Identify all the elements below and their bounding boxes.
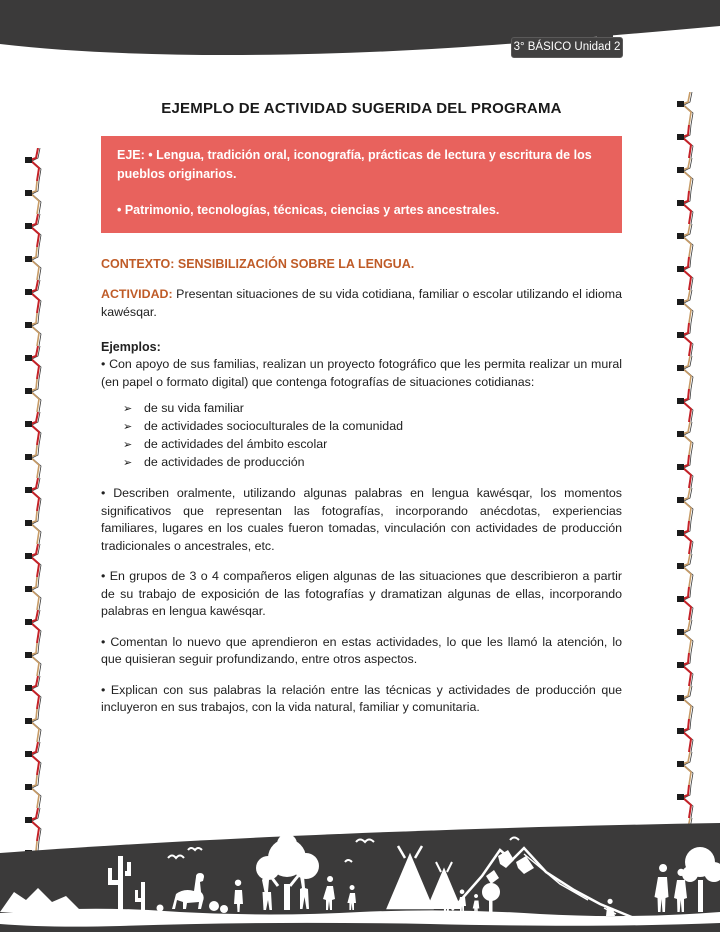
- sub-bullet-item: [123, 418, 622, 436]
- eje-line-1: EJE: • Lengua, tradición oral, iconografía, prácticas de lectura y escritura de los pueblos originarios.: [117, 148, 592, 181]
- unit-badge: 3° BÁSICO Unidad 2: [511, 37, 623, 58]
- right-ethnic-border: [676, 92, 700, 832]
- sub-bullet-item: [123, 400, 622, 418]
- footer-landscape-silhouette: [0, 820, 720, 932]
- bullet-intro: • Con apoyo de sus familias, realizan un proyecto fotográfico que les permita realizar un mural (en papel o formato digital) que contenga fotografías de situaciones cotidianas:: [101, 357, 622, 389]
- arrow-bullet-icon: ➢: [123, 457, 133, 469]
- left-ethnic-border: [24, 148, 48, 852]
- arrow-bullet-icon: ➢: [123, 421, 133, 433]
- bush-silhouette: [220, 905, 228, 913]
- sub-bullet-list: [123, 400, 622, 472]
- arrow-bullet-icon: ➢: [123, 439, 133, 451]
- sub-bullet-text: de actividades socioculturales de la comunidad: [144, 419, 403, 433]
- sub-bullet-text: de actividades del ámbito escolar: [144, 437, 328, 451]
- bullet-paragraph: • Describen oralmente, utilizando algunas palabras en lengua kawésqar, los momentos significativos que representan las fotografías, incorporando anécdotas, experiencias familiares, lugares en los cuales fueron tomadas, vinculación con actividades de producción tradicionales o ancestrales, etc.: [101, 486, 622, 553]
- actividad-text: Presentan situaciones de su vida cotidiana, familiar o escolar utilizando el idioma kawésqar.: [101, 287, 622, 319]
- eje-box: [101, 136, 622, 233]
- sub-bullet-text: de actividades de producción: [144, 455, 305, 469]
- bullet-paragraph: • En grupos de 3 o 4 compañeros eligen algunas de las situaciones que describieron a partir de su trabajo de exposición de las fotografías y dramatizan algunas de ellas, incorporando palabras en lengua kawésqar.: [101, 569, 622, 618]
- contexto-heading: CONTEXTO: SENSIBILIZACIÓN SOBRE LA LENGUA.: [101, 257, 415, 271]
- actividad-label: ACTIVIDAD:: [101, 287, 173, 301]
- sub-bullet-text: de su vida familiar: [144, 401, 244, 415]
- bullet-paragraph: • Comentan lo nuevo que aprendieron en estas actividades, lo que les llamó la atención, lo que quisieran seguir profundizando, entre otros aspectos.: [101, 634, 622, 666]
- sub-bullet-item: [123, 436, 622, 454]
- bush-silhouette: [209, 901, 219, 911]
- eje-line-2: • Patrimonio, tecnologías, técnicas, ciencias y artes ancestrales.: [117, 203, 500, 217]
- page-title: EJEMPLO DE ACTIVIDAD SUGERIDA DEL PROGRAMA: [161, 100, 562, 117]
- bullet-paragraph: • Explican con sus palabras la relación entre las técnicas y actividades de producción que incluyeron en sus trabajos, con la vida natural, familiar y comunitaria.: [101, 682, 622, 714]
- ejemplos-heading: Ejemplos:: [101, 340, 161, 354]
- arrow-bullet-icon: ➢: [123, 403, 133, 415]
- bush-silhouette: [157, 905, 164, 912]
- actividad-paragraph: [101, 286, 622, 321]
- content-area: [101, 100, 622, 717]
- sub-bullet-item: [123, 454, 622, 472]
